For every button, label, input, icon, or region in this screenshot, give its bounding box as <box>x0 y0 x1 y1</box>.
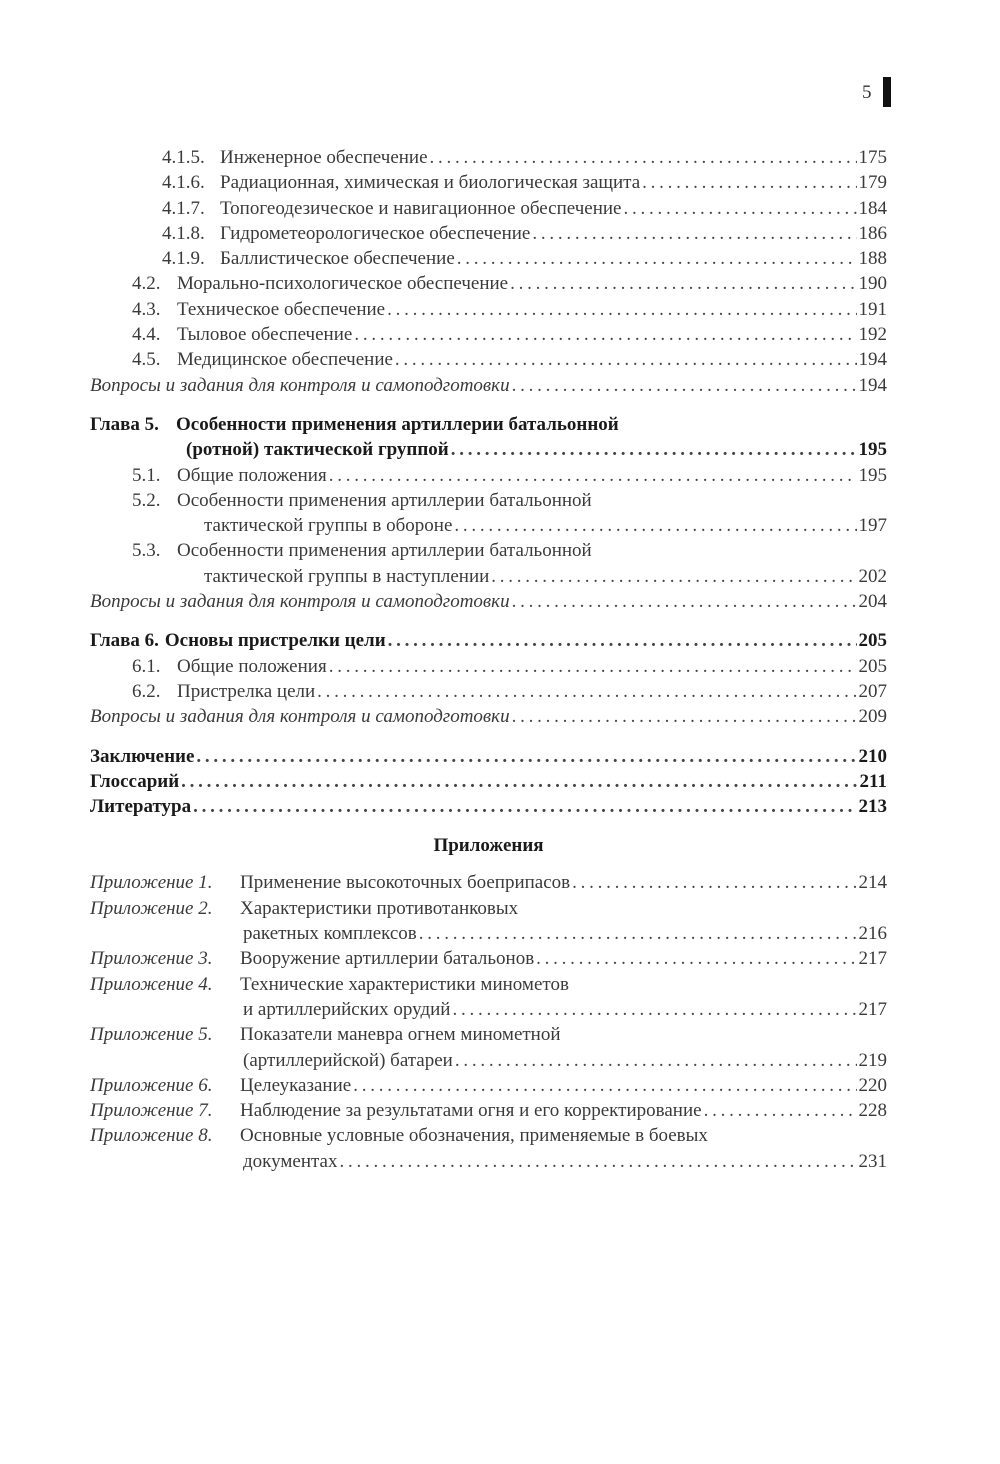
dot-leader <box>642 170 856 195</box>
toc-entry[interactable] <box>90 145 887 170</box>
dot-leader <box>623 196 856 221</box>
toc-entry[interactable] <box>90 538 887 563</box>
toc-appendix-cont[interactable] <box>90 1149 887 1174</box>
dot-leader <box>512 373 857 398</box>
entry-page: 205 <box>858 630 887 652</box>
appendix-number: Приложение 6. <box>90 1074 213 1096</box>
entry-page: 194 <box>858 374 887 396</box>
appendix-number: Приложение 5. <box>90 1024 213 1046</box>
dot-leader <box>430 145 857 170</box>
toc-appendix-cont[interactable] <box>90 997 887 1022</box>
toc-entry-questions[interactable] <box>90 589 887 614</box>
appendix-number: Приложение 1. <box>90 872 213 894</box>
entry-page: 184 <box>858 197 887 219</box>
entry-title: Основные условные обозначения, применяемые в боевых <box>240 1125 708 1147</box>
entry-page: 197 <box>858 515 887 537</box>
entry-title: Технические характеристики минометов <box>240 973 569 995</box>
entry-page: 211 <box>859 770 887 792</box>
dot-leader <box>339 1149 856 1174</box>
chapter-title-cont: (ротной) тактической группой <box>186 439 449 461</box>
entry-number: 4.1.6. <box>162 172 205 194</box>
entry-title: Радиационная, химическая и биологическая защита <box>220 172 641 194</box>
entry-title: Характеристики противотанковых <box>240 897 519 919</box>
entry-title: Общие положения <box>177 464 327 486</box>
dot-leader <box>512 589 857 614</box>
dot-leader <box>395 347 857 372</box>
toc-appendix-cont[interactable] <box>90 921 887 946</box>
entry-number: 4.1.7. <box>162 197 205 219</box>
entry-title: Наблюдение за результатами огня и его корректирование <box>240 1100 702 1122</box>
entry-title: Вооружение артиллерии батальонов <box>240 948 535 970</box>
entry-title: Целеуказание <box>240 1074 352 1096</box>
dot-leader <box>457 246 857 271</box>
entry-number: 6.1. <box>132 655 161 677</box>
dot-leader <box>353 1073 856 1098</box>
toc-entry-questions[interactable] <box>90 704 887 729</box>
toc-entry[interactable] <box>90 322 887 347</box>
entry-title: Морально-психологическое обеспечение <box>177 273 509 295</box>
appendix-number: Приложение 8. <box>90 1125 213 1147</box>
entry-title: Пристрелка цели <box>177 680 316 702</box>
dot-leader <box>532 221 856 246</box>
entry-page: 205 <box>858 655 887 677</box>
entry-number: 4.1.9. <box>162 248 205 270</box>
toc-literature[interactable] <box>90 794 887 819</box>
chapter-number: Глава 5. <box>90 413 159 435</box>
dot-leader <box>536 946 856 971</box>
table-of-contents <box>90 145 887 1174</box>
entry-page: 217 <box>858 948 887 970</box>
entry-page: 195 <box>858 439 887 461</box>
entry-title: Литература <box>90 796 192 818</box>
page-number: 5 <box>862 82 872 103</box>
toc-appendix[interactable] <box>90 1022 887 1047</box>
dot-leader <box>455 1048 857 1073</box>
entry-title: Инженерное обеспечение <box>220 147 428 168</box>
toc-entry-questions[interactable] <box>90 373 887 398</box>
dot-leader <box>419 921 857 946</box>
entry-title: Применение высокоточных боеприпасов <box>240 872 571 894</box>
entry-page: 207 <box>858 680 887 702</box>
dot-leader <box>329 654 857 679</box>
entry-page: 214 <box>858 872 887 894</box>
entry-page: 192 <box>858 324 887 346</box>
entry-title: Глоссарий <box>90 770 180 792</box>
entry-page: 194 <box>858 349 887 371</box>
toc-appendix[interactable] <box>90 1123 887 1148</box>
toc-appendix[interactable] <box>90 1073 887 1098</box>
dot-leader <box>704 1098 857 1123</box>
toc-entry[interactable] <box>90 488 887 513</box>
dot-leader <box>572 870 856 895</box>
entry-title: Вопросы и задания для контроля и самоподготовки <box>90 591 510 613</box>
toc-entry[interactable] <box>90 679 887 704</box>
toc-entry[interactable] <box>90 654 887 679</box>
entry-page: 179 <box>858 172 887 194</box>
entry-page: 210 <box>858 745 887 767</box>
dot-leader <box>452 997 856 1022</box>
toc-entry[interactable] <box>90 297 887 322</box>
toc-entry[interactable] <box>90 271 887 296</box>
entry-title: Особенности применения артиллерии батальонной <box>177 540 592 562</box>
toc-chapter-5[interactable] <box>90 412 887 437</box>
entry-title: Особенности применения артиллерии батальонной <box>177 489 592 511</box>
chapter-title: Особенности применения артиллерии батальонной <box>176 413 619 435</box>
toc-entry[interactable] <box>90 463 887 488</box>
entry-number: 4.3. <box>132 298 161 320</box>
entry-title-cont: и артиллерийских орудий <box>243 998 451 1020</box>
entry-page: 228 <box>858 1100 887 1122</box>
entry-number: 4.4. <box>132 324 161 346</box>
entry-page: 175 <box>858 147 887 168</box>
entry-page: 209 <box>858 706 887 728</box>
entry-title: Баллистическое обеспечение <box>220 248 455 270</box>
entry-page: 202 <box>858 565 887 587</box>
entry-number: 6.2. <box>132 680 161 702</box>
entry-title: Показатели маневра огнем минометной <box>240 1024 561 1046</box>
toc-entry[interactable] <box>90 170 887 195</box>
chapter-number: Глава 6. <box>90 630 159 652</box>
page-edge-bar <box>883 77 891 107</box>
dot-leader <box>329 463 857 488</box>
entry-number: 5.1. <box>132 464 161 486</box>
toc-entry[interactable] <box>90 221 887 246</box>
dot-leader <box>181 769 857 794</box>
entry-title-cont: тактической группы в наступлении <box>204 565 490 587</box>
entry-title: Техническое обеспечение <box>177 298 386 320</box>
toc-entry-cont[interactable] <box>90 513 887 538</box>
entry-number: 5.3. <box>132 540 161 562</box>
toc-chapter-6[interactable] <box>90 628 887 653</box>
entry-page: 186 <box>858 222 887 244</box>
entry-number: 4.1.8. <box>162 222 205 244</box>
toc-entry[interactable] <box>90 196 887 221</box>
toc-appendix[interactable] <box>90 896 887 921</box>
entry-title: Вопросы и задания для контроля и самоподготовки <box>90 706 510 728</box>
appendix-number: Приложение 2. <box>90 897 213 919</box>
toc-appendix-cont[interactable] <box>90 1048 887 1073</box>
toc-appendix[interactable] <box>90 972 887 997</box>
entry-page: 191 <box>858 298 887 320</box>
toc-entry-cont[interactable] <box>90 564 887 589</box>
entry-page: 204 <box>858 591 887 613</box>
entry-title: Общие положения <box>177 655 327 677</box>
toc-glossary[interactable] <box>90 769 887 794</box>
entry-number: 4.1.5. <box>162 147 205 168</box>
appendices-heading: Приложения <box>433 835 544 857</box>
entry-title: Тыловое обеспечение <box>177 324 353 346</box>
entry-page: 217 <box>858 998 887 1020</box>
toc-appendix[interactable] <box>90 1098 887 1123</box>
dot-leader <box>193 794 856 819</box>
entry-number: 5.2. <box>132 489 161 511</box>
toc-chapter-5-cont[interactable] <box>90 437 887 462</box>
dot-leader <box>388 628 857 653</box>
entry-title-cont: ракетных комплексов <box>243 923 417 945</box>
toc-entry[interactable] <box>90 347 887 372</box>
appendix-number: Приложение 4. <box>90 973 213 995</box>
toc-appendix[interactable] <box>90 870 887 895</box>
dot-leader <box>387 297 856 322</box>
entry-title-cont: (артиллерийской) батареи <box>243 1049 453 1071</box>
entry-title-cont: тактической группы в обороне <box>204 515 453 537</box>
dot-leader <box>454 513 856 538</box>
entry-title: Гидрометеорологическое обеспечение <box>220 222 531 244</box>
entry-number: 4.2. <box>132 273 161 295</box>
entry-title: Вопросы и задания для контроля и самоподготовки <box>90 374 510 396</box>
entry-title: Медицинское обеспечение <box>177 349 393 371</box>
entry-page: 219 <box>858 1049 887 1071</box>
entry-number: 4.5. <box>132 349 161 371</box>
toc-appendix[interactable] <box>90 946 887 971</box>
entry-page: 216 <box>858 923 887 945</box>
dot-leader <box>354 322 856 347</box>
chapter-title: Основы пристрелки цели <box>164 630 386 652</box>
entry-page: 188 <box>858 248 887 270</box>
dot-leader <box>510 271 856 296</box>
dot-leader <box>317 679 856 704</box>
entry-page: 213 <box>858 796 887 818</box>
dot-leader <box>512 704 857 729</box>
appendix-number: Приложение 3. <box>90 948 213 970</box>
toc-entry[interactable] <box>90 246 887 271</box>
dot-leader <box>196 744 856 769</box>
dot-leader <box>451 437 857 462</box>
entry-title: Топогеодезическое и навигационное обеспечение <box>220 197 622 219</box>
entry-page: 231 <box>858 1150 887 1172</box>
toc-conclusion[interactable] <box>90 744 887 769</box>
entry-page: 190 <box>858 273 887 295</box>
entry-title: Заключение <box>90 745 195 767</box>
entry-title-cont: документах <box>243 1150 338 1172</box>
entry-page: 220 <box>858 1074 887 1096</box>
entry-page: 195 <box>858 464 887 486</box>
dot-leader <box>491 564 856 589</box>
appendix-number: Приложение 7. <box>90 1100 213 1122</box>
